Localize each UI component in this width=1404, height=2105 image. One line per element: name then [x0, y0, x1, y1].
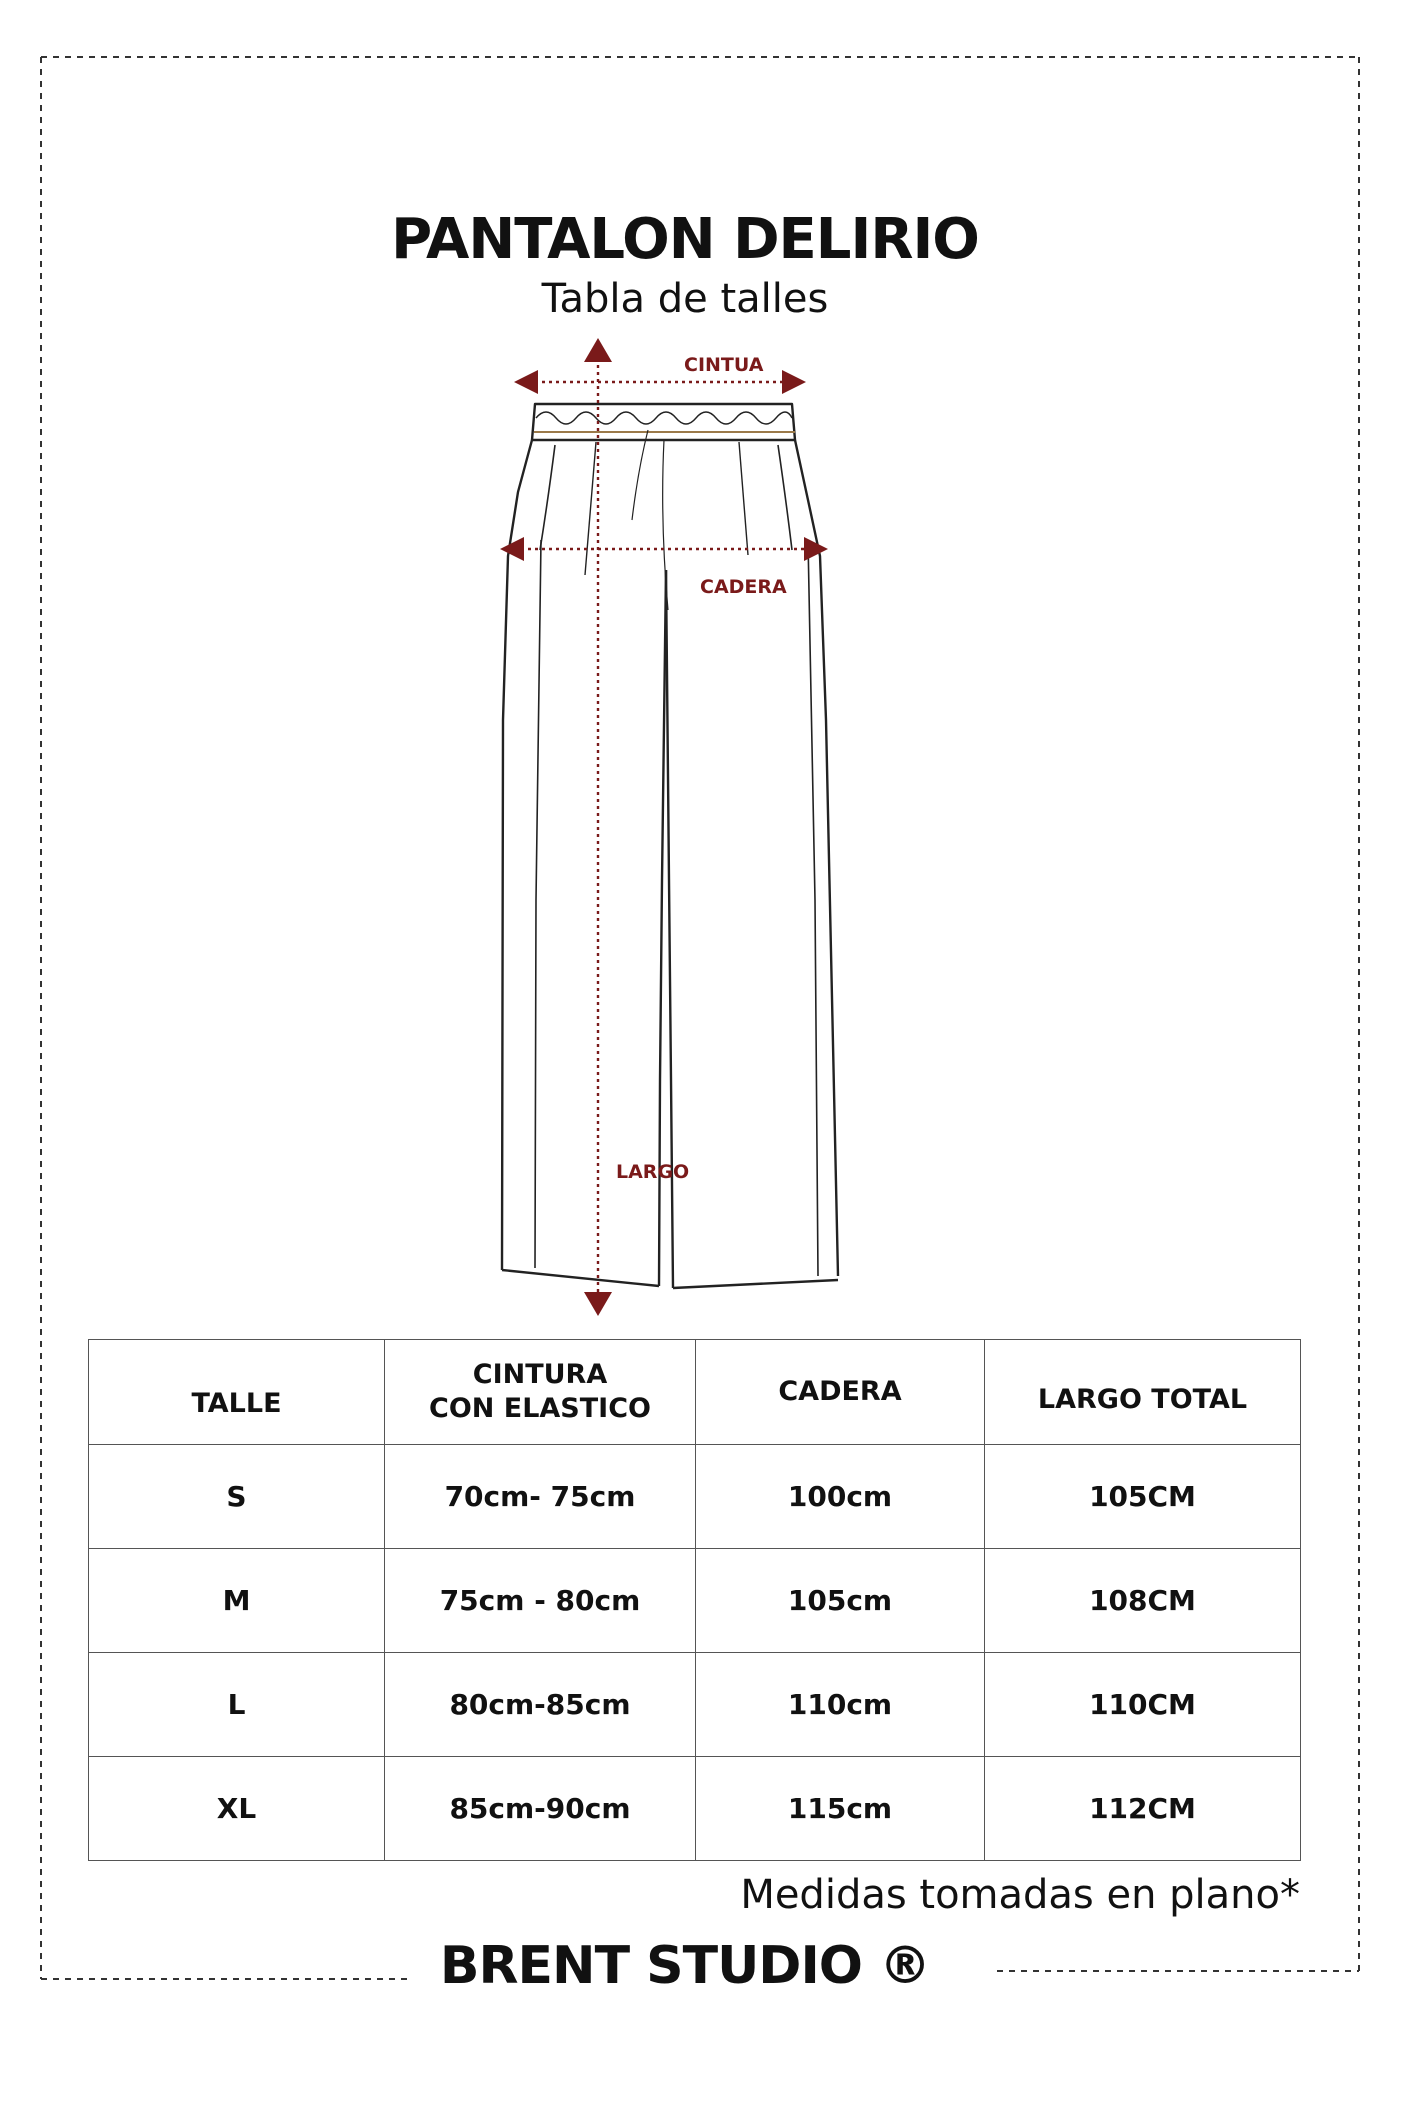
size-cell: M	[89, 1549, 385, 1653]
brand-logo: BRENT STUDIO ®	[439, 1936, 931, 1996]
header-waist: CINTURA CON ELASTICO	[385, 1340, 696, 1445]
measurement-note: Medidas tomadas en plano*	[740, 1872, 1300, 1918]
header-size: TALLE	[89, 1340, 385, 1445]
size-cell: XL	[89, 1757, 385, 1861]
table-header-row	[89, 1340, 1301, 1445]
waist-cell: 70cm- 75cm	[385, 1445, 696, 1549]
waist-cell: 80cm-85cm	[385, 1653, 696, 1757]
size-cell: L	[89, 1653, 385, 1757]
table-row	[89, 1653, 1301, 1757]
waist-cell: 85cm-90cm	[385, 1757, 696, 1861]
length-cell: 110CM	[985, 1653, 1301, 1757]
hip-cell: 110cm	[696, 1653, 985, 1757]
hip-measure-label: CADERA	[700, 576, 787, 598]
length-measure-label: LARGO	[616, 1161, 690, 1183]
header-length: LARGO TOTAL	[985, 1340, 1301, 1445]
table-row	[89, 1757, 1301, 1861]
size-table	[88, 1339, 1301, 1861]
length-cell: 105CM	[985, 1445, 1301, 1549]
hip-cell: 105cm	[696, 1549, 985, 1653]
hip-cell: 100cm	[696, 1445, 985, 1549]
page-subtitle: Tabla de talles	[541, 276, 829, 322]
header-hip: CADERA	[696, 1340, 985, 1445]
length-cell: 112CM	[985, 1757, 1301, 1861]
size-cell: S	[89, 1445, 385, 1549]
length-cell: 108CM	[985, 1549, 1301, 1653]
table-row	[89, 1445, 1301, 1549]
table-row	[89, 1549, 1301, 1653]
page-title: PANTALON DELIRIO	[391, 207, 979, 272]
waist-cell: 75cm - 80cm	[385, 1549, 696, 1653]
hip-cell: 115cm	[696, 1757, 985, 1861]
waist-measure-label: CINTUA	[684, 354, 764, 376]
